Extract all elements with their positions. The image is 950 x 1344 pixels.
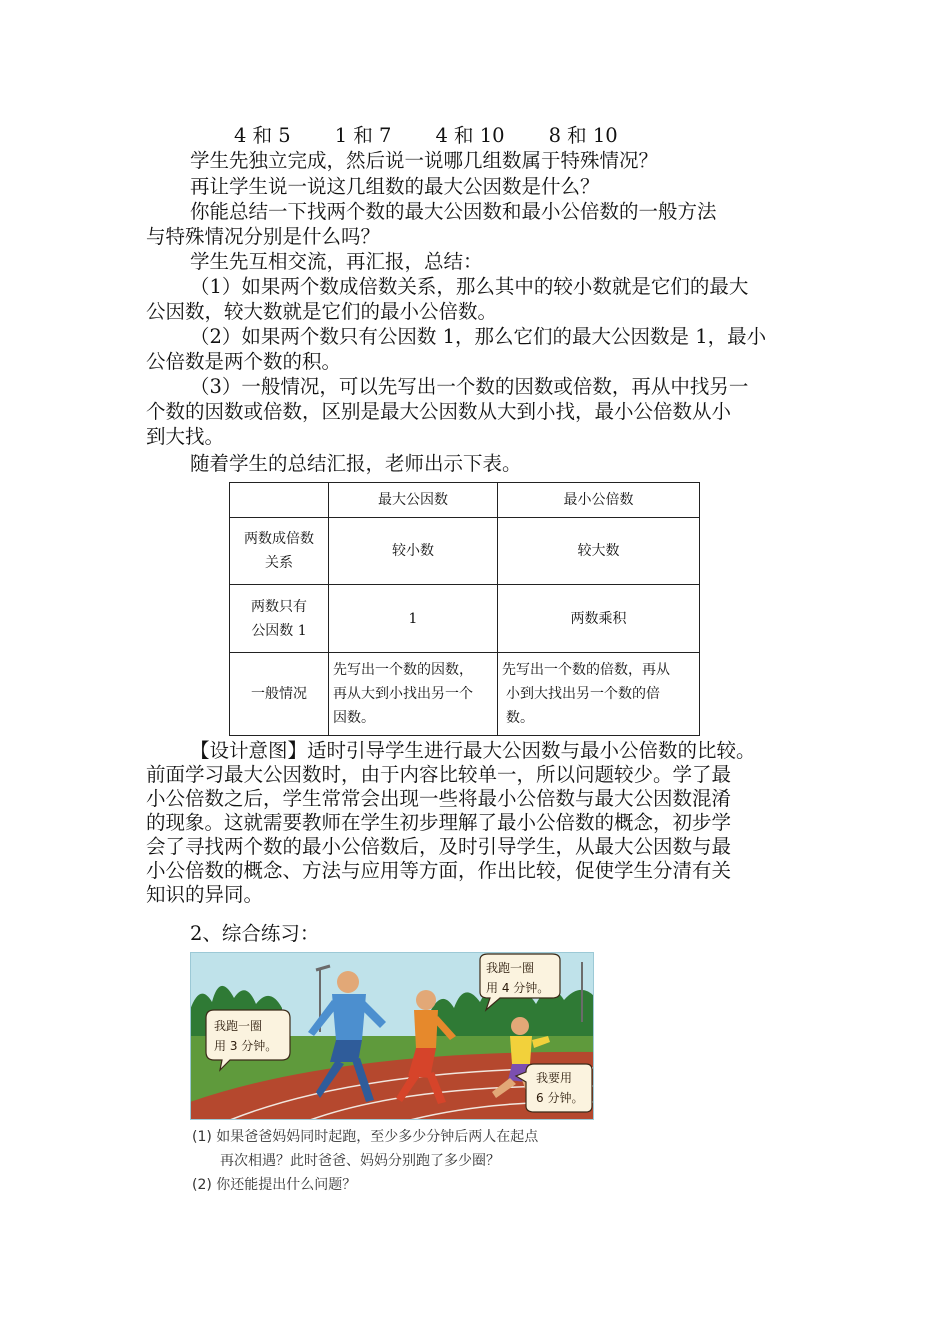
number-pairs [234, 124, 618, 148]
design-line: 【设计意图】适时引导学生进行最大公因数与最小公倍数的比较。 [190, 739, 756, 762]
cell-line: 再从大到小找出另一个 [333, 686, 473, 702]
exercise-questions [192, 1125, 538, 1197]
cell-lcm [498, 653, 700, 736]
dad-bubble-line-2: 用 3 分钟。 [214, 1039, 278, 1053]
table-row [230, 518, 700, 585]
design-line: 前面学习最大公因数时，由于内容比较单一，所以问题较少。学了最 [146, 763, 732, 786]
girl-speech-bubble [516, 1064, 592, 1112]
cell-line: 数。 [506, 710, 534, 726]
design-line: 的现象。这就需要教师在学生初步理解了最小公倍数的概念，初步学 [146, 811, 732, 834]
girl-bubble-line-1: 我要用 [536, 1071, 573, 1085]
pair-3: 4 和 10 [435, 124, 505, 147]
design-line: 知识的异同。 [146, 883, 264, 906]
pair-1: 4 和 5 [234, 124, 291, 147]
cell-line: 先写出一个数的倍数，再从 [502, 662, 670, 678]
design-intent [146, 739, 822, 907]
question-line: (2) 你还能提出什么问题？ [192, 1177, 357, 1193]
row-label [230, 585, 329, 653]
text-line: 公倍数是两个数的积。 [146, 350, 342, 373]
row-label [230, 518, 329, 585]
row-label-line: 公因数 1 [251, 622, 307, 639]
text-line: 与特殊情况分别是什么吗？ [146, 225, 381, 248]
illustration-svg [190, 952, 594, 1120]
text-line: 到大找。 [146, 425, 225, 448]
text-line: 你能总结一下找两个数的最大公因数和最小公倍数的一般方法 [190, 200, 717, 223]
mom-bubble-line-1: 我跑一圈 [486, 961, 535, 975]
text-line: （1）如果两个数成倍数关系，那么其中的较小数就是它们的最大 [190, 275, 749, 298]
comparison-table [229, 482, 700, 736]
cell-line: 小到大找出另一个数的倍 [506, 686, 660, 702]
cell-line: 先写出一个数的因数， [333, 662, 473, 678]
cell-gcd: 较小数 [329, 518, 498, 585]
table-row [230, 585, 700, 653]
text-line: 学生先独立完成，然后说一说哪几组数属于特殊情况？ [190, 149, 659, 172]
table-row [230, 653, 700, 736]
text-line: 再让学生说一说这几组数的最大公因数是什么？ [190, 175, 600, 198]
row-label-line: 两数成倍数 [244, 531, 314, 547]
running-illustration [190, 952, 594, 1120]
row-label: 一般情况 [230, 653, 329, 736]
mom-bubble-line-2: 用 4 分钟。 [486, 981, 550, 995]
text-line: （3）一般情况，可以先写出一个数的因数或倍数，再从中找另一 [190, 375, 749, 398]
exercise-title: 2、综合练习： [190, 922, 320, 945]
pair-2: 1 和 7 [334, 124, 392, 147]
girl-bubble-line-2: 6 分钟。 [536, 1091, 584, 1105]
design-line: 小公倍数之后，学生常常会出现一些将最小公倍数与最大公因数混淆 [146, 787, 732, 810]
cell-lcm: 较大数 [498, 518, 700, 585]
design-line: 小公倍数的概念、方法与应用等方面，作出比较，促使学生分清有关 [146, 859, 732, 882]
cell-gcd: 1 [329, 585, 498, 653]
pair-4: 8 和 10 [548, 124, 618, 147]
row-label-line: 关系 [265, 555, 293, 571]
text-line: （2）如果两个数只有公因数 1，那么它们的最大公因数是 1，最小 [190, 325, 767, 348]
cell-gcd [329, 653, 498, 736]
table-header-gcd: 最大公因数 [329, 483, 498, 518]
text-line: 公因数，较大数就是它们的最小公倍数。 [146, 300, 498, 323]
question-line: (1) 如果爸爸妈妈同时起跑，至少多少分钟后两人在起点 [192, 1129, 539, 1145]
design-line: 会了寻找两个数的最小公倍数后，及时引导学生，从最大公因数与最 [146, 835, 732, 858]
question-line: 再次相遇？此时爸爸、妈妈分别跑了多少圈？ [220, 1153, 500, 1169]
cell-lcm: 两数乘积 [498, 585, 700, 653]
text-line: 随着学生的总结汇报，老师出示下表。 [190, 452, 522, 475]
table-header-row [230, 483, 700, 518]
cell-line: 因数。 [333, 710, 375, 726]
text-line: 学生先互相交流，再汇报，总结： [190, 250, 483, 273]
table-header-lcm: 最小公倍数 [498, 483, 700, 518]
text-line: 个数的因数或倍数，区别是最大公因数从大到小找，最小公倍数从小 [146, 400, 732, 423]
dad-bubble-line-1: 我跑一圈 [214, 1019, 263, 1033]
row-label-line: 两数只有 [251, 598, 307, 615]
table-header-empty [230, 483, 329, 518]
